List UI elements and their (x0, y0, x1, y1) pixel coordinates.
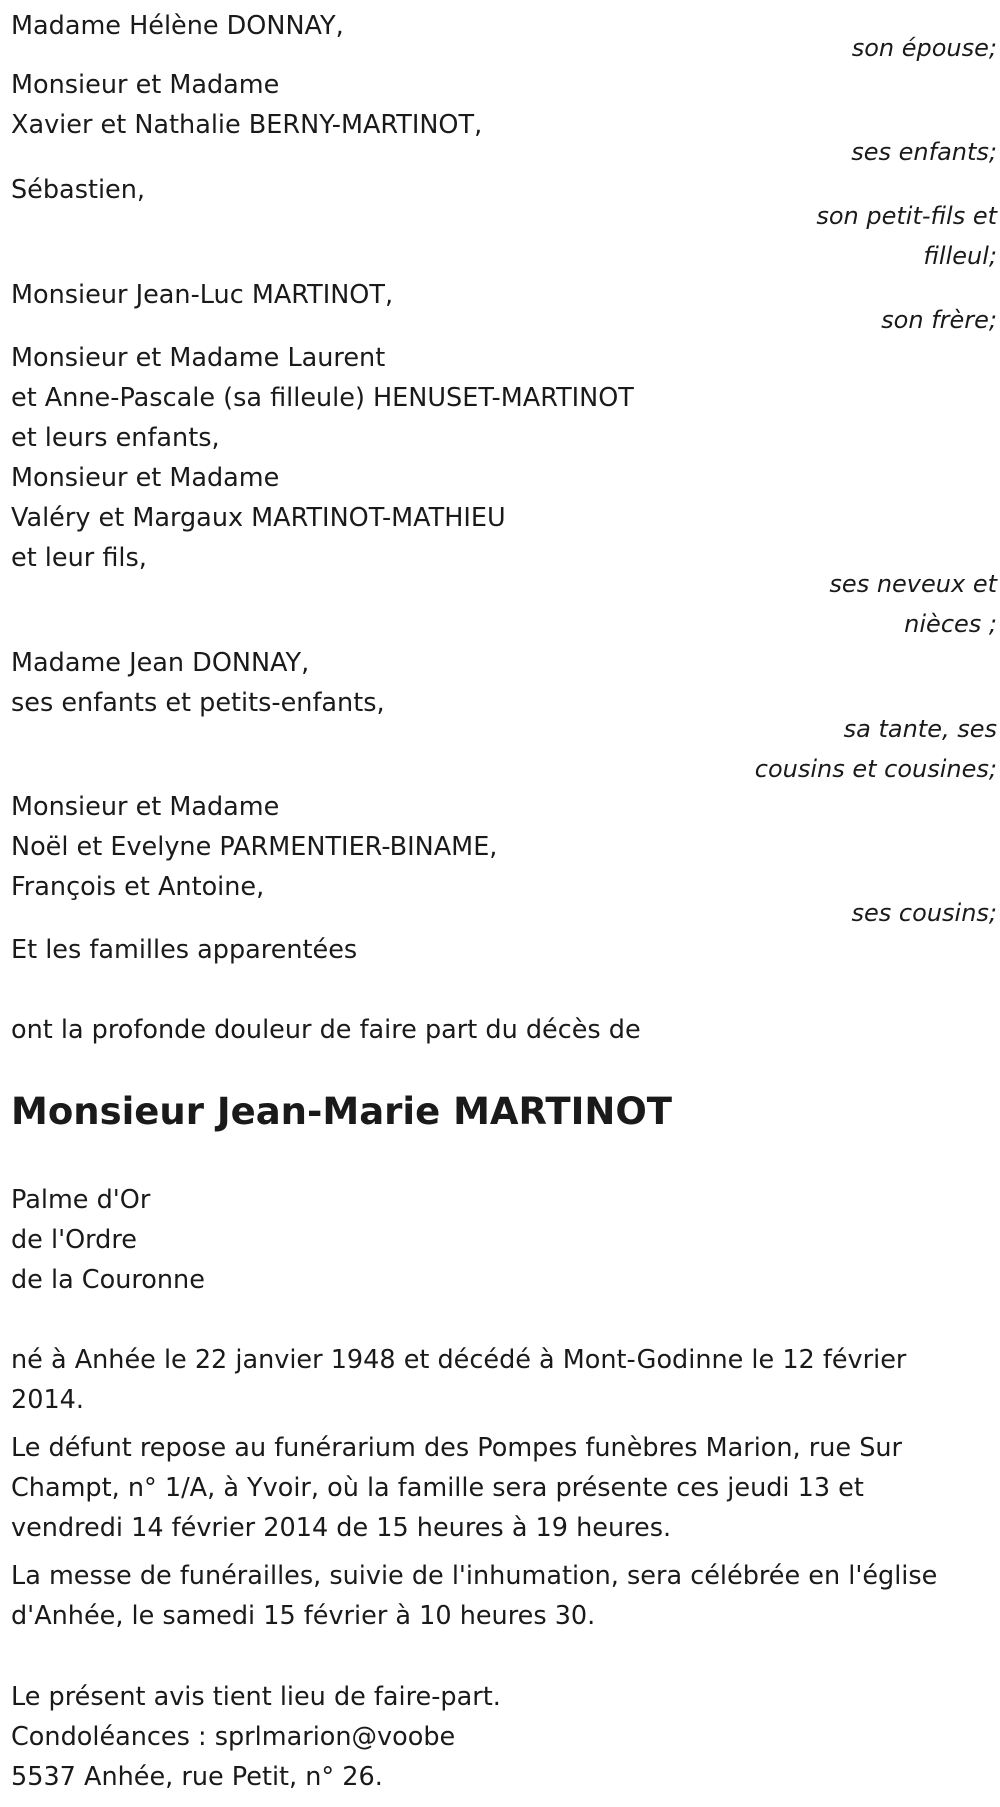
honor-line: de l'Ordre (11, 1225, 137, 1255)
relation-line: ses enfants; (851, 138, 997, 166)
family-line: Madame Hélène DONNAY, (11, 11, 344, 41)
relation-line: son épouse; (851, 34, 997, 62)
family-line: Noël et Evelyne PARMENTIER-BINAME, (11, 832, 498, 862)
footer-line: Le présent avis tient lieu de faire-part. (11, 1682, 501, 1712)
family-line: François et Antoine, (11, 872, 265, 902)
address-line: 5537 Anhée, rue Petit, n° 26. (11, 1762, 383, 1792)
family-line: et Anne-Pascale (sa filleule) HENUSET-MARTINOT (11, 383, 634, 413)
relation-line: son petit-fils et (816, 202, 997, 230)
family-line: Sébastien, (11, 175, 146, 205)
deceased-name: Monsieur Jean-Marie MARTINOT (11, 1090, 673, 1133)
family-line: Madame Jean DONNAY, (11, 648, 310, 678)
family-line: Monsieur et Madame (11, 70, 280, 100)
relation-line: nièces ; (904, 610, 997, 638)
relation-line: ses cousins; (851, 899, 997, 927)
paragraph-line: né à Anhée le 22 janvier 1948 et décédé à Mont-Godinne le 12 février (11, 1345, 907, 1375)
announcement-text: ont la profonde douleur de faire part du décès de (11, 1015, 641, 1045)
paragraph-line: Champt, n° 1/A, à Yvoir, où la famille sera présente ces jeudi 13 et (11, 1473, 864, 1503)
relation-line: ses neveux et (829, 570, 997, 598)
relation-line: filleul; (923, 242, 997, 270)
paragraph-line: 2014. (11, 1385, 85, 1415)
family-line: Monsieur et Madame Laurent (11, 343, 386, 373)
contact-email-line: Condoléances : sprlmarion@voobe (11, 1722, 456, 1752)
family-line: et leur fils, (11, 543, 147, 573)
family-line: Et les familles apparentées (11, 935, 358, 965)
family-line: Monsieur Jean-Luc MARTINOT, (11, 280, 394, 310)
paragraph-line: d'Anhée, le samedi 15 février à 10 heures 30. (11, 1601, 596, 1631)
paragraph-line: La messe de funérailles, suivie de l'inhumation, sera célébrée en l'église (11, 1561, 938, 1591)
honor-line: de la Couronne (11, 1265, 205, 1295)
family-line: et leurs enfants, (11, 423, 220, 453)
family-line: Monsieur et Madame (11, 792, 280, 822)
family-line: ses enfants et petits-enfants, (11, 688, 385, 718)
family-line: Xavier et Nathalie BERNY-MARTINOT, (11, 110, 483, 140)
honor-line: Palme d'Or (11, 1185, 151, 1215)
family-line: Monsieur et Madame (11, 463, 280, 493)
relation-line: cousins et cousines; (754, 755, 997, 783)
relation-line: sa tante, ses (843, 715, 997, 743)
paragraph-line: vendredi 14 février 2014 de 15 heures à 19 heures. (11, 1513, 672, 1543)
family-line: Valéry et Margaux MARTINOT-MATHIEU (11, 503, 506, 533)
paragraph-line: Le défunt repose au funérarium des Pompes funèbres Marion, rue Sur (11, 1433, 903, 1463)
relation-line: son frère; (881, 306, 997, 334)
